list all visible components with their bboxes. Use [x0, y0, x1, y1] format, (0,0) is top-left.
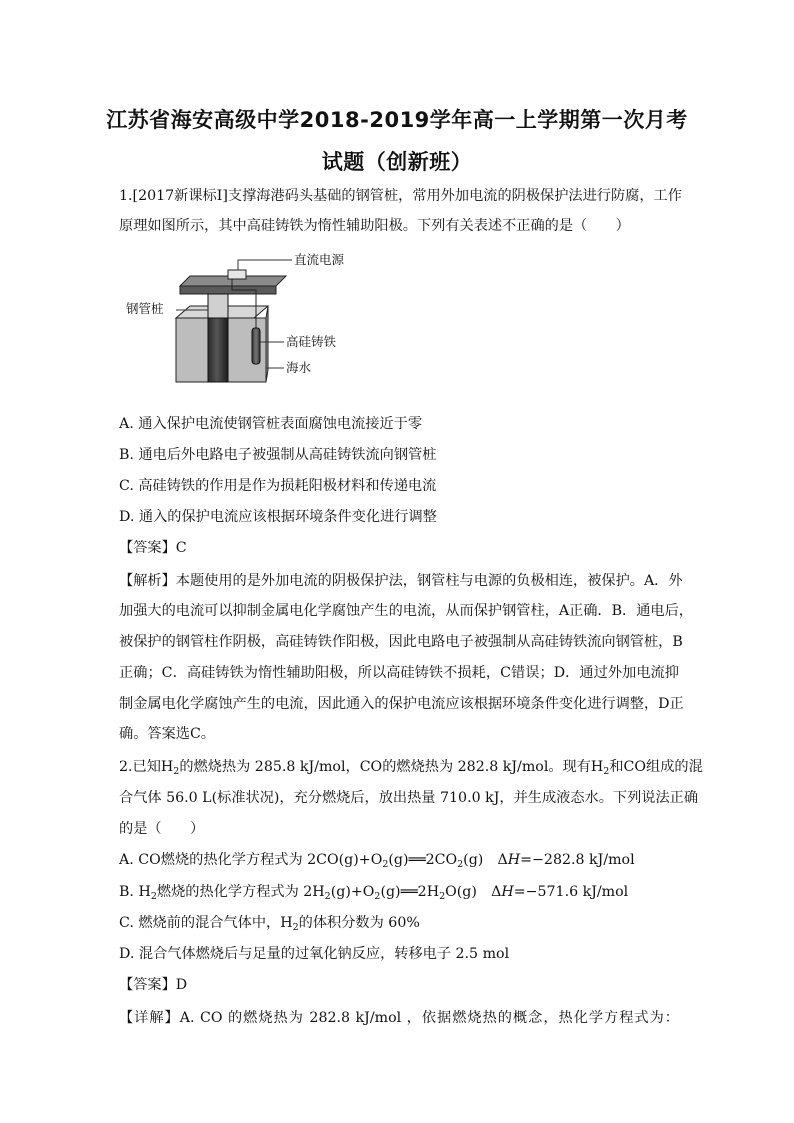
q2-option-b: B. $H_2$燃烧的热化学方程式为 $2H_2(g)+O_2(g)══2H_2O(g)$ ΔH=−571.6 kJ/mol: [119, 884, 629, 902]
q1-option-b: B. 通电后外电路电子被强制从高硅铸铁流向钢管桩: [119, 447, 437, 463]
q1-analysis-line2: 加强大的电流可以抑制金属电化学腐蚀产生的电流，从而保护钢管柱，A正确．B．通电后，: [119, 603, 693, 619]
doc-title-line2: 试题（创新班）: [321, 150, 473, 174]
q1-analysis-line5: 制金属电化学腐蚀产生的电流，因此通入的保护电流应该根据环境条件变化进行调整，D正: [119, 696, 684, 712]
tank-side: [266, 306, 268, 382]
doc-title-line1: 江苏省海安高级中学2018-2019学年高一上学期第一次月考: [106, 108, 688, 132]
q2-option-a: A. CO燃烧的热化学方程式为 $2CO(g)+O_2(g)══2CO_2(g)$ ΔH=−282.8 kJ/mol: [119, 852, 635, 870]
label-steel-pile: 钢管桩: [126, 301, 164, 316]
power-label-pointer: [238, 260, 292, 270]
q1-figure: [124, 246, 364, 386]
q2-stem-line2: 合气体 56.0 L(标准状况)，充分燃烧后，放出热量 710.0 kJ，并生成液态水。下列说法正确: [119, 790, 699, 806]
high-silicon-iron-rod: [252, 328, 260, 364]
q1-analysis-line6: 确。答案选C。: [119, 726, 215, 742]
label-seawater: 海水: [286, 360, 312, 375]
q1-option-c: C. 高硅铸铁的作用是作为损耗阳极材料和传递电流: [119, 478, 437, 494]
q1-answer: 【答案】C: [119, 540, 187, 556]
q2-stem-line3: 的是（ ）: [119, 821, 205, 837]
cathodic-protection-diagram: [124, 246, 364, 386]
q2-option-d: D. 混合气体燃烧后与足量的过氧化钠反应，转移电子 2.5 mol: [119, 946, 510, 962]
q2-stem-line1: 2.已知$H_2$的燃烧热为 285.8 kJ/mol，CO的燃烧热为 282.8 kJ/mol。现有$H_2$和CO组成的混: [119, 759, 703, 777]
q1-option-d: D. 通入的保护电流应该根据环境条件变化进行调整: [119, 509, 437, 525]
q1-stem-line2: 原理如图所示，其中高硅铸铁为惰性辅助阳极。下列有关表述不正确的是（ ）: [119, 218, 630, 234]
steel-pile-top: [208, 294, 228, 318]
q1-analysis-line4: 正确；C．高硅铸铁为惰性辅助阳极，所以高硅铸铁不损耗，C错误；D．通过外加电流抑: [119, 665, 679, 681]
platform-front: [180, 286, 276, 294]
label-power-supply: 直流电源: [294, 252, 345, 267]
q2-answer: 【答案】D: [119, 977, 188, 993]
q1-analysis-line3: 被保护的钢管柱作阴极，高硅铸铁作阳极，因此电路电子被强制从高硅铸铁流向钢管桩，B: [119, 634, 683, 650]
label-high-silicon-iron: 高硅铸铁: [286, 334, 337, 349]
q1-analysis-line1: 【解析】本题使用的是外加电流的阴极保护法，钢管柱与电源的负极相连，被保护。A．外: [119, 573, 683, 589]
power-supply-box: [228, 270, 246, 279]
q1-stem-line1: 1.[2017新课标Ⅰ]支撑海港码头基础的钢管桩，常用外加电流的阴极保护法进行防腐，工作: [119, 188, 682, 204]
q2-option-c: C. 燃烧前的混合气体中，$H_2$的体积分数为 60%: [119, 915, 420, 933]
q1-option-a: A. 通入保护电流使钢管桩表面腐蚀电流接近于零: [119, 416, 423, 432]
q2-detail-line1: 【详解】A. CO 的燃烧热为 282.8 kJ/mol ，依据燃烧热的概念，热化学方程式为：: [119, 1010, 679, 1026]
